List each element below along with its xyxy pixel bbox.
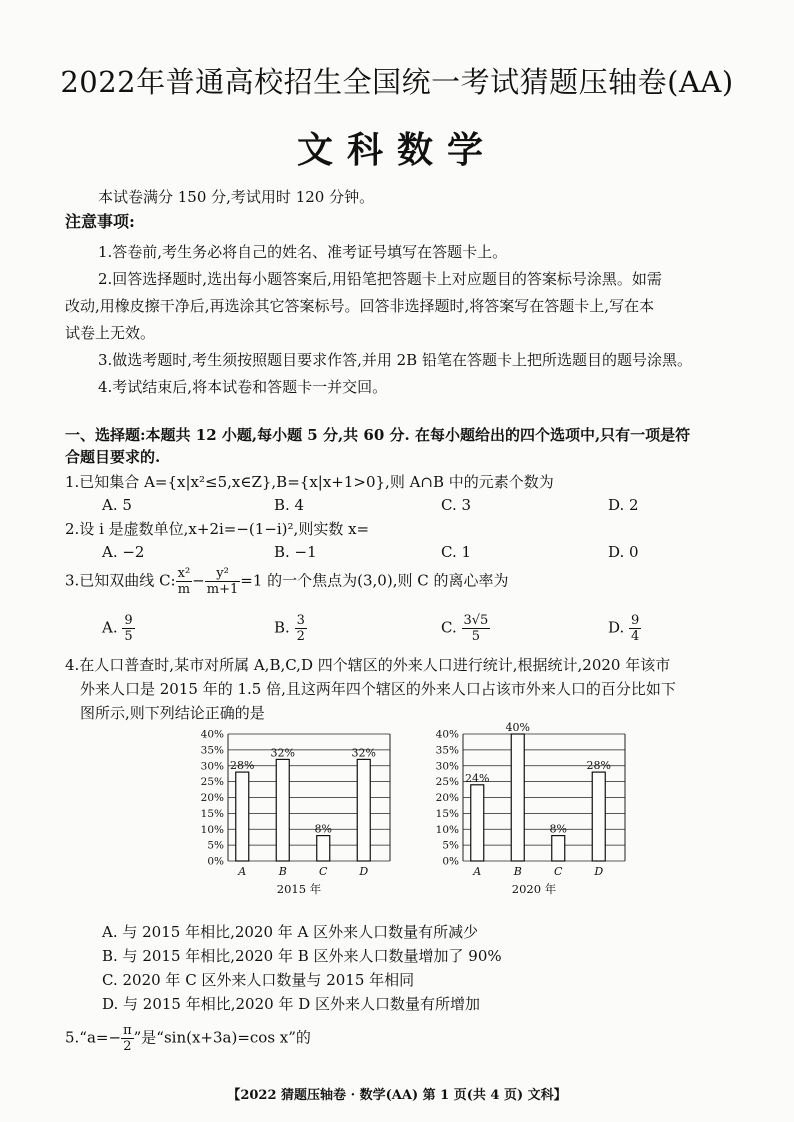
- bar-value-label: 40%: [505, 722, 530, 734]
- note-item: 3.做选考题时,考生须按照题目要求作答,并用 2B 铅笔在答题卡上把所选题目的题号涂黑。: [98, 351, 692, 369]
- bar-C: [317, 836, 330, 861]
- q4-option-d: D. 与 2015 年相比,2020 年 D 区外来人口数量有所增加: [102, 995, 481, 1013]
- q2-option-a: A. −2: [102, 543, 145, 561]
- bar-value-label: 8%: [314, 822, 332, 836]
- y-tick-label: 30%: [200, 760, 224, 773]
- bar-value-label: 28%: [230, 759, 255, 773]
- q3-stem-prefix: 3.已知双曲线 C:: [65, 571, 176, 590]
- q5-suffix: ”是“sin(x+3a)=cos x”的: [133, 1028, 311, 1047]
- bar-B: [276, 759, 289, 861]
- q5-fraction: [121, 1023, 134, 1054]
- x-tick-label: D: [594, 865, 604, 878]
- bar-C: [552, 836, 565, 861]
- note-item: 1.答卷前,考生务必将自己的姓名、准考证号填写在答题卡上。: [98, 243, 508, 261]
- y-tick-label: 35%: [435, 744, 459, 757]
- question-4-line: 外来人口是 2015 年的 1.5 倍,且这两年四个辖区的外来人口占该市外来人口的百分比如下: [80, 680, 676, 698]
- x-tick-label: C: [319, 865, 328, 878]
- q3-stem-suffix: =1 的一个焦点为(3,0),则 C 的离心率为: [240, 571, 509, 590]
- note-item: 改动,用橡皮擦干净后,再选涂其它答案标号。回答非选择题时,将答案写在答题卡上,写在本: [65, 297, 655, 315]
- chart-title: 2015 年: [276, 882, 322, 896]
- x-tick-label: D: [359, 865, 369, 878]
- y-tick-label: 40%: [200, 728, 224, 741]
- bar-value-label: 24%: [465, 771, 490, 785]
- x-tick-label: A: [473, 865, 482, 878]
- option-label: C.: [441, 618, 457, 637]
- bar-D: [592, 772, 605, 861]
- option-num: 9: [124, 613, 133, 628]
- x-tick-label: B: [278, 865, 287, 878]
- y-tick-label: 0%: [207, 855, 224, 868]
- q3-frac-den: m: [177, 582, 191, 597]
- question-2-stem: 2.设 i 是虚数单位,x+2i=−(1−i)²,则实数 x=: [65, 520, 370, 538]
- y-tick-label: 20%: [435, 792, 459, 804]
- q3-fraction-y: [205, 566, 241, 597]
- option-den: 4: [631, 629, 640, 644]
- q5-frac-den: 2: [123, 1039, 132, 1054]
- bar-A: [471, 785, 484, 861]
- bar-A: [236, 772, 249, 861]
- bar-chart-2020: [425, 722, 635, 902]
- option-label: B.: [274, 618, 290, 637]
- option-num: 3√5: [463, 613, 489, 628]
- q2-option-b: B. −1: [274, 543, 317, 561]
- option-den: 2: [296, 629, 305, 644]
- option-label: A.: [102, 618, 118, 637]
- q1-option-c: C. 3: [441, 496, 472, 514]
- y-tick-label: 10%: [435, 823, 459, 836]
- q3-option-b: [274, 613, 307, 644]
- y-tick-label: 30%: [435, 760, 459, 773]
- y-tick-label: 20%: [200, 792, 224, 804]
- y-tick-label: 5%: [207, 839, 224, 852]
- q3-frac-num: x²: [177, 566, 191, 581]
- option-num: 9: [631, 613, 640, 628]
- x-tick-label: B: [513, 865, 522, 878]
- question-3-stem: [65, 566, 508, 597]
- y-tick-label: 15%: [200, 807, 224, 820]
- option-label: D.: [608, 618, 625, 637]
- section-heading: 一、选择题:本题共 12 小题,每小题 5 分,共 60 分. 在每小题给出的四个选项中,只有一项是符: [65, 426, 691, 444]
- q1-option-a: A. 5: [102, 496, 132, 514]
- y-tick-label: 0%: [442, 855, 459, 868]
- q3-option-a: [102, 613, 135, 644]
- q3-frac-den: m+1: [206, 582, 239, 597]
- x-tick-label: A: [238, 865, 247, 878]
- chart-title: 2020 年: [511, 882, 557, 896]
- note-item: 试卷上无效。: [65, 324, 156, 342]
- question-4-line: 图所示,则下列结论正确的是: [80, 704, 265, 722]
- y-tick-label: 40%: [435, 728, 459, 741]
- q1-option-d: D. 2: [608, 496, 639, 514]
- q4-option-c: C. 2020 年 C 区外来人口数量与 2015 年相同: [102, 971, 415, 989]
- bar-value-label: 8%: [549, 822, 567, 836]
- question-5-stem: [65, 1023, 311, 1054]
- option-den: 5: [124, 629, 133, 644]
- bar-value-label: 28%: [586, 759, 611, 773]
- notes-heading: 注意事项:: [65, 212, 135, 231]
- q5-prefix: 5.“a=−: [65, 1028, 122, 1047]
- q2-option-c: C. 1: [441, 543, 472, 561]
- question-1-stem: 1.已知集合 A={x|x²≤5,x∈Z},B={x|x+1>0},则 A∩B 中的元素个数为: [65, 473, 554, 491]
- option-den: 5: [471, 629, 481, 644]
- page-footer: 【2022 猜题压轴卷 · 数学(AA) 第 1 页(共 4 页) 文科】: [227, 1088, 567, 1103]
- q2-option-d: D. 0: [608, 543, 639, 561]
- q3-option-d: [608, 613, 641, 644]
- x-tick-label: C: [554, 865, 563, 878]
- bar-value-label: 32%: [270, 746, 295, 760]
- q3-frac-num: y²: [205, 566, 241, 582]
- exam-title: 2022年普通高校招生全国统一考试猜题压轴卷(AA): [60, 65, 734, 99]
- y-tick-label: 25%: [200, 776, 224, 789]
- note-item: 2.回答选择题时,选出每小题答案后,用铅笔把答题卡上对应题目的答案标号涂黑。如需: [98, 270, 662, 288]
- q4-option-b: B. 与 2015 年相比,2020 年 B 区外来人口数量增加了 90%: [102, 947, 502, 965]
- q5-frac-num: π: [123, 1023, 132, 1038]
- q1-option-b: B. 4: [274, 496, 305, 514]
- bar-D: [357, 759, 370, 861]
- question-4-line: 4.在人口普查时,某市对所属 A,B,C,D 四个辖区的外来人口进行统计,根据统计,2020 年该市: [65, 656, 671, 674]
- option-num: 3: [296, 613, 305, 628]
- bar-value-label: 32%: [351, 746, 376, 760]
- subject-title: 文科数学: [296, 129, 497, 171]
- q4-option-a: A. 与 2015 年相比,2020 年 A 区外来人口数量有所减少: [102, 923, 479, 941]
- bar-B: [511, 734, 524, 861]
- y-tick-label: 5%: [442, 839, 459, 852]
- y-tick-label: 10%: [200, 823, 224, 836]
- y-tick-label: 15%: [435, 807, 459, 820]
- y-tick-label: 35%: [200, 744, 224, 757]
- bar-chart-2015: [190, 722, 400, 902]
- y-tick-label: 25%: [435, 776, 459, 789]
- exam-intro: 本试卷满分 150 分,考试用时 120 分钟。: [98, 188, 375, 206]
- q3-fraction-x: [176, 566, 193, 597]
- q3-option-c: [441, 613, 490, 644]
- section-heading-cont: 合题目要求的.: [65, 448, 161, 466]
- q3-minus: −: [192, 571, 205, 590]
- note-item: 4.考试结束后,将本试卷和答题卡一并交回。: [98, 378, 388, 396]
